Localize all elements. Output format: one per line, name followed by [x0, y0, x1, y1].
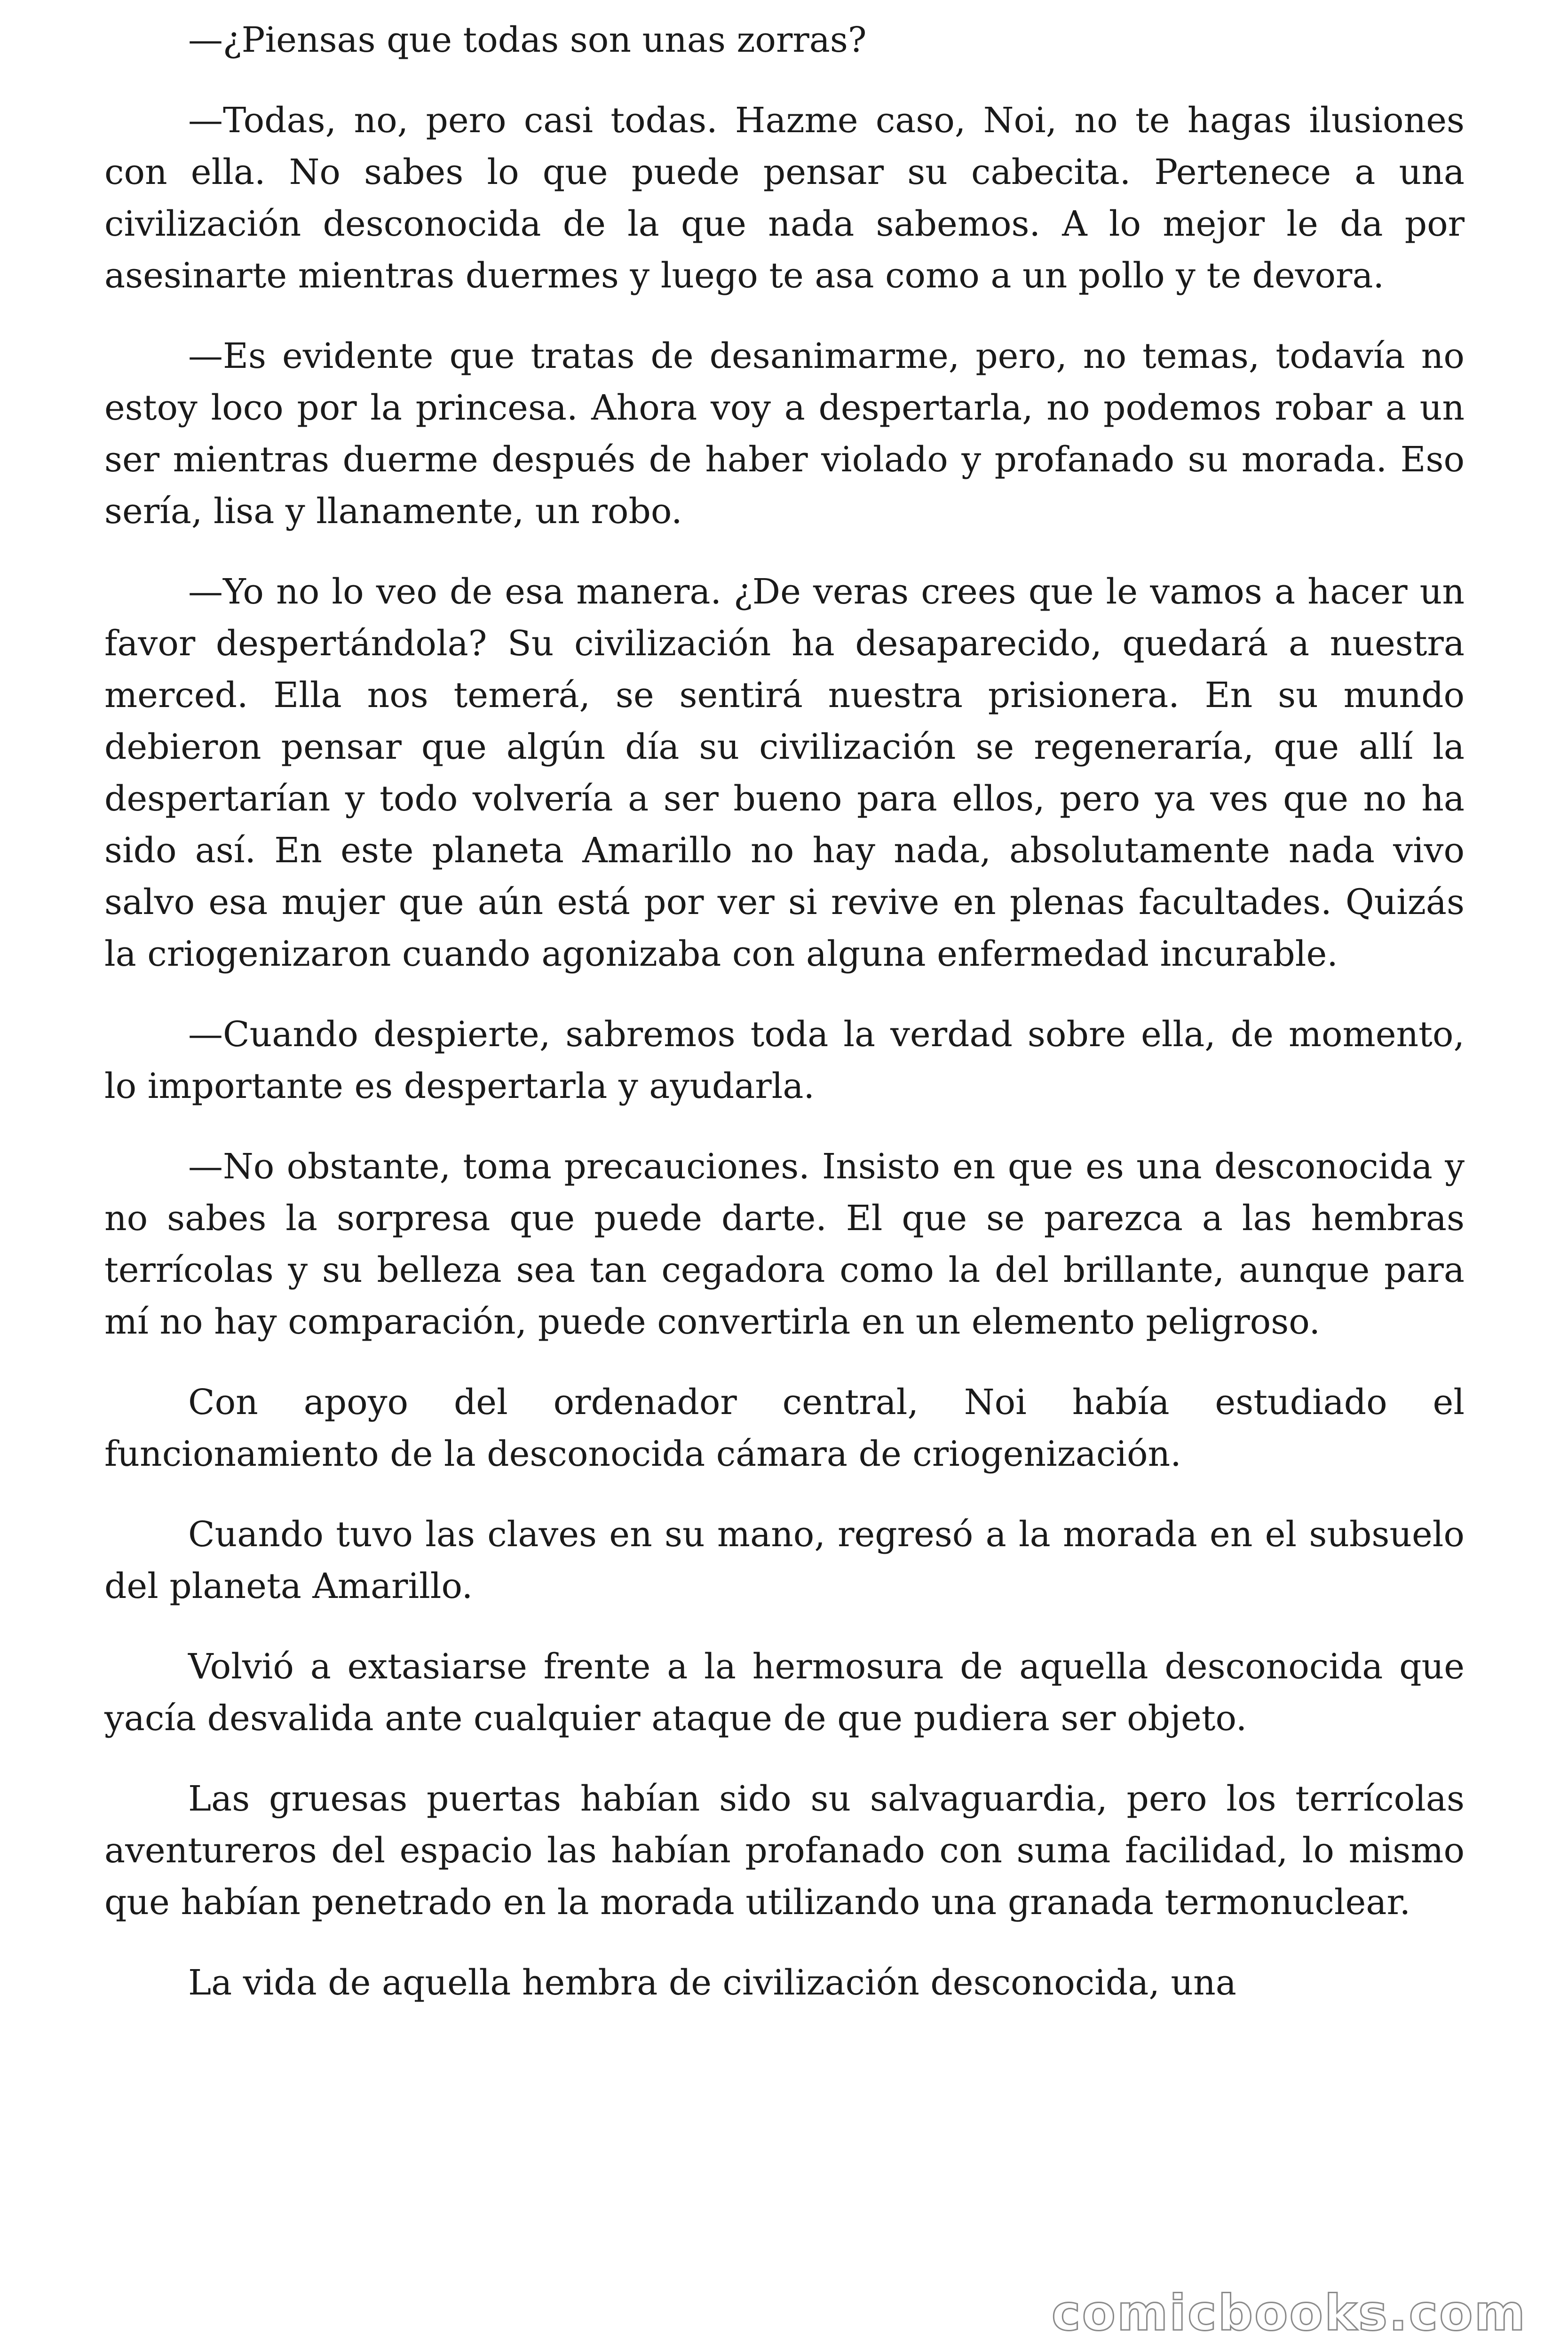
paragraph-11: La vida de aquella hembra de civilización desconocida, una: [188, 1963, 1236, 2003]
paragraph-3: —Es evidente que tratas de desanimarme, pero, no temas, todavía no estoy loco por la princesa. Ahora voy a despertarla, no podemos robar a un ser mientras duerme después de haber violado y profanado su morada. Eso sería, lisa y llanamente, un robo.: [104, 336, 1465, 532]
page-text: [104, 14, 1465, 2037]
paragraph-10: Las gruesas puertas habían sido su salvaguardia, pero los terrícolas aventureros del espacio las habían profanado con suma facilidad, lo mismo que habían penetrado en la morada utilizando una granada termonuclear.: [104, 1779, 1465, 1923]
paragraph-1: —¿Piensas que todas son unas zorras?: [188, 20, 867, 60]
paragraph-2: —Todas, no, pero casi todas. Hazme caso, Noi, no te hagas ilusiones con ella. No sabes lo que puede pensar su cabecita. Pertenece a una civilización desconocida de la que nada sabemos. A lo mejor le da por asesinarte mientras duermes y luego te asa como a un pollo y te devora.: [104, 100, 1465, 296]
watermark-logo: comicbooks.com: [1051, 2284, 1527, 2342]
paragraph-6: —No obstante, toma precauciones. Insisto en que es una desconocida y no sabes la sorpresa que puede darte. El que se parezca a las hembras terrícolas y su belleza sea tan cegadora como la del brillante, aunque para mí no hay comparación, puede convertirla en un elemento peligroso.: [104, 1146, 1465, 1342]
paragraph-5: —Cuando despierte, sabremos toda la verdad sobre ella, de momento, lo importante es despertarla y ayudarla.: [104, 1014, 1465, 1106]
paragraph-4: —Yo no lo veo de esa manera. ¿De veras crees que le vamos a hacer un favor despertándola? Su civilización ha desaparecido, quedará a nuestra merced. Ella nos temerá, se sentirá nuestra prisionera. En su mundo debieron pensar que algún día su civilización se regeneraría, que allí la despertarían y todo volvería a ser bueno para ellos, pero ya ves que no ha sido así. En este planeta Amarillo no hay nada, absolutamente nada vivo salvo esa mujer que aún está por ver si revive en plenas facultades. Quizás la criogenizaron cuando agonizaba con alguna enfermedad incurable.: [104, 572, 1465, 974]
paragraph-9: Volvió a extasiarse frente a la hermosura de aquella desconocida que yacía desvalida ante cualquier ataque de que pudiera ser objeto.: [104, 1646, 1465, 1739]
paragraph-7: Con apoyo del ordenador central, Noi había estudiado el funcionamiento de la desconocida cámara de criogenización.: [104, 1382, 1465, 1474]
paragraph-8: Cuando tuvo las claves en su mano, regresó a la morada en el subsuelo del planeta Amarillo.: [104, 1514, 1465, 1606]
